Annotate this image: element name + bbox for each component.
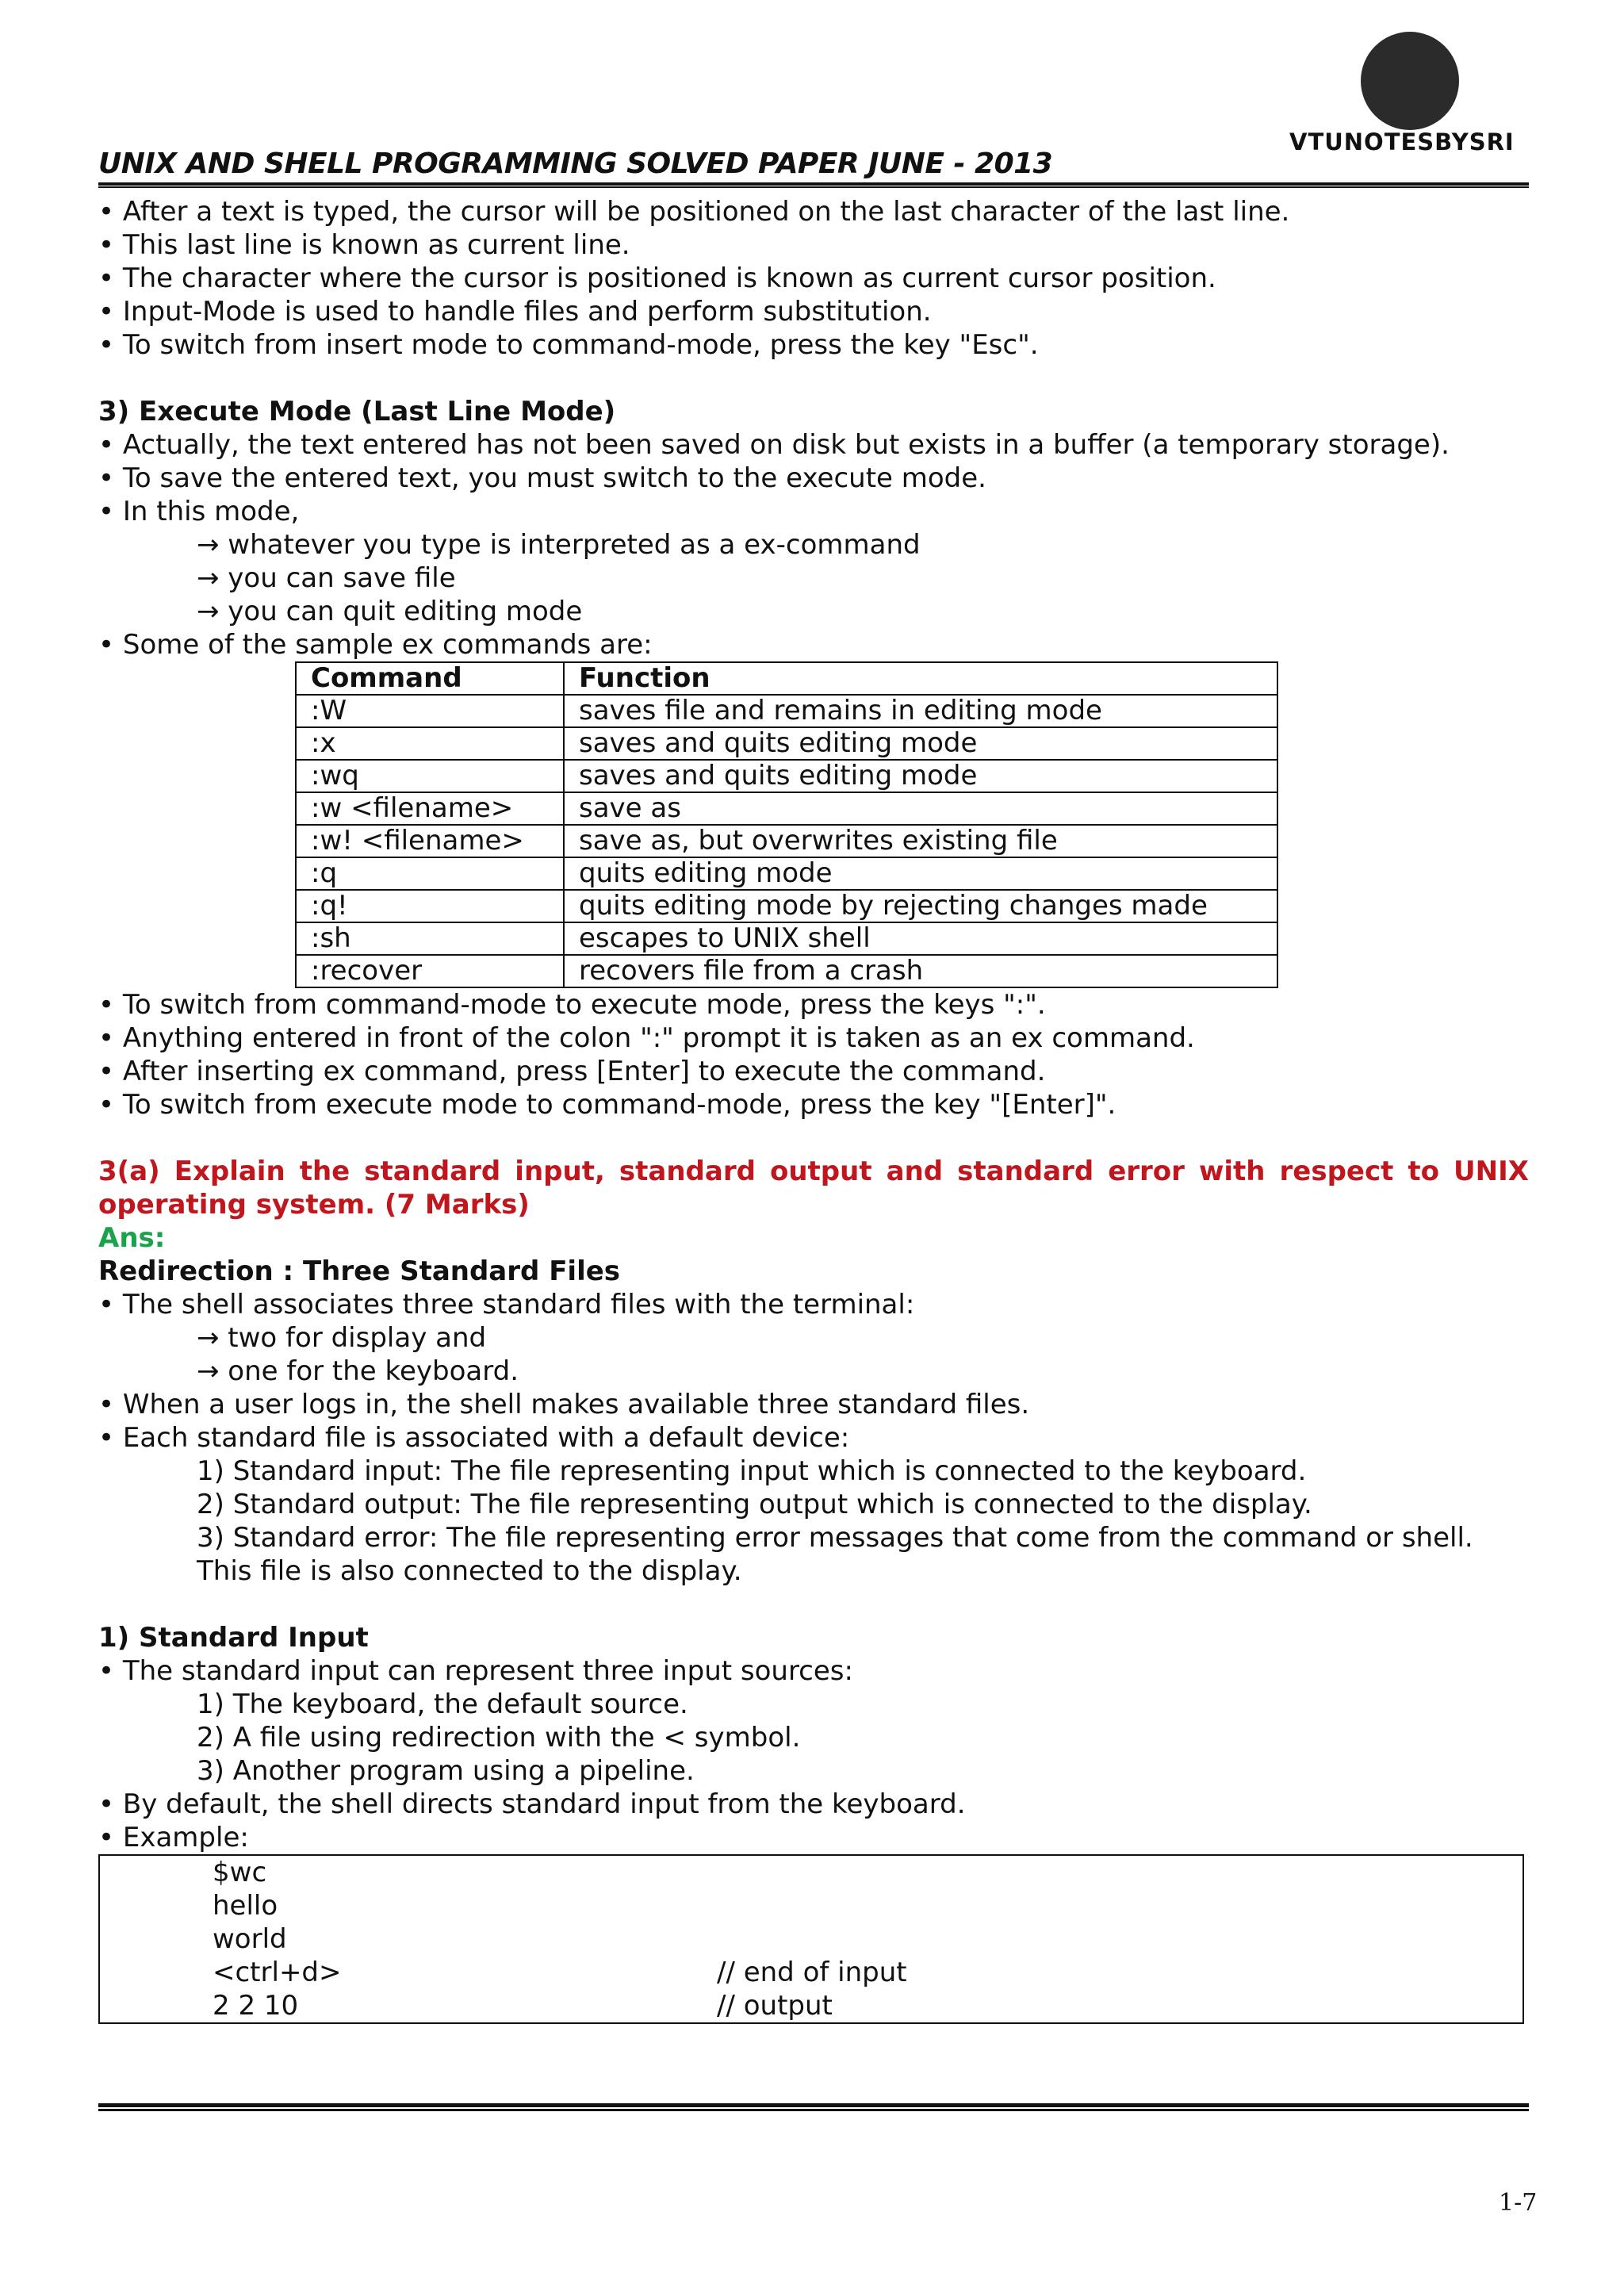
function-cell: recovers file from a crash [564,955,1277,987]
bullet: • To switch from insert mode to command-mode, press the key "Esc". [98,329,1039,361]
command-cell: :recover [296,955,564,987]
bullet: • Example: [98,1822,249,1853]
page-content [98,195,1529,2024]
section-heading: Redirection : Three Standard Files [98,1255,621,1287]
bullet: • Anything entered in front of the colon ":" prompt it is taken as an ex command. [98,1022,1195,1054]
function-cell: save as [564,792,1277,825]
command-cell: :W [296,695,564,727]
question-heading: 3(a) Explain the standard input, standard output and standard error with respect to UNIX operating system. (7 Marks) [98,1156,1529,1221]
table-row [296,792,1277,825]
command-cell: :q! [296,890,564,922]
example-line [213,1856,1522,1889]
sub-point: → you can quit editing mode [197,596,583,627]
table-row [296,890,1277,922]
bullet: • After inserting ex command, press [Enter] to execute the command. [98,1056,1046,1087]
example-line [213,1956,1522,1989]
bullet: • To switch from execute mode to command-mode, press the key "[Enter]". [98,1089,1116,1121]
example-code: world [213,1923,287,1955]
example-box [98,1854,1524,2024]
example-line [213,1989,1522,2022]
bullet: • To switch from command-mode to execute mode, press the keys ":". [98,989,1046,1021]
function-cell: quits editing mode by rejecting changes made [564,890,1277,922]
brand-name: VTUNOTESBYSRI [1289,128,1515,155]
table-row [296,727,1277,760]
sub-point: → two for display and [197,1322,487,1354]
footer-rule [98,2103,1529,2111]
bullet: • This last line is known as current line. [98,229,630,261]
document-title: UNIX AND SHELL PROGRAMMING SOLVED PAPER JUNE - 2013 [98,148,1053,180]
bullet: • The shell associates three standard files with the terminal: [98,1289,915,1320]
bullet: • Input-Mode is used to handle files and perform substitution. [98,296,932,328]
sub-point: → whatever you type is interpreted as a ex-command [197,529,921,561]
example-code: $wc [213,1857,267,1888]
section-heading: 1) Standard Input [98,1622,369,1654]
command-cell: :sh [296,922,564,955]
bullet: • Each standard file is associated with a default device: [98,1422,850,1454]
function-cell: escapes to UNIX shell [564,922,1277,955]
logo [1361,32,1459,130]
example-code: <ctrl+d> [213,1957,342,1988]
table-header-cell: Command [296,662,564,695]
example-comment: // end of input [717,1957,907,1988]
table-row [296,695,1277,727]
section-heading: 3) Execute Mode (Last Line Mode) [98,396,616,427]
list-item: 2) A file using redirection with the < symbol. [197,1722,801,1754]
command-cell: :q [296,857,564,890]
list-item: This file is also connected to the display. [197,1555,742,1587]
list-item: 3) Another program using a pipeline. [197,1755,695,1787]
example-code: 2 2 10 [213,1990,299,2022]
list-item: 2) Standard output: The file representing output which is connected to the display. [197,1489,1312,1520]
bullet: • The standard input can represent three input sources: [98,1655,853,1687]
list-item: 1) The keyboard, the default source. [197,1688,688,1720]
table-row [296,922,1277,955]
function-cell: saves file and remains in editing mode [564,695,1277,727]
example-code: hello [213,1890,278,1922]
example-line [213,1922,1522,1956]
command-cell: :w! <filename> [296,825,564,857]
function-cell: save as, but overwrites existing file [564,825,1277,857]
table-row [296,825,1277,857]
example-line [213,1889,1522,1922]
bullet: • Actually, the text entered has not been saved on disk but exists in a buffer (a temporary storage). [98,429,1450,461]
answer-label: Ans: [98,1222,166,1254]
header-rule [98,182,1529,188]
list-item: 3) Standard error: The file representing error messages that come from the command or shell. [197,1522,1473,1554]
command-cell: :wq [296,760,564,792]
example-comment: // output [717,1990,833,2022]
sub-point: → you can save file [197,562,456,594]
page-number: 1-7 [1499,2189,1538,2217]
table-header-cell: Function [564,662,1277,695]
bullet: • By default, the shell directs standard input from the keyboard. [98,1788,966,1820]
bullet: • To save the entered text, you must switch to the execute mode. [98,462,986,494]
bullet: • In this mode, [98,496,300,527]
bullet: • Some of the sample ex commands are: [98,629,653,661]
function-cell: saves and quits editing mode [564,760,1277,792]
table-row [296,857,1277,890]
command-cell: :w <filename> [296,792,564,825]
bullet: • After a text is typed, the cursor will be positioned on the last character of the last line. [98,196,1290,228]
table-row [296,760,1277,792]
table-row [296,955,1277,987]
list-item: 1) Standard input: The file representing input which is connected to the keyboard. [197,1455,1307,1487]
function-cell: saves and quits editing mode [564,727,1277,760]
function-cell: quits editing mode [564,857,1277,890]
bullet: • The character where the cursor is positioned is known as current cursor position. [98,263,1216,294]
command-cell: :x [296,727,564,760]
bullet: • When a user logs in, the shell makes available three standard files. [98,1389,1030,1420]
table-header-row [296,662,1277,695]
ex-commands-table [295,661,1278,988]
sub-point: → one for the keyboard. [197,1355,519,1387]
